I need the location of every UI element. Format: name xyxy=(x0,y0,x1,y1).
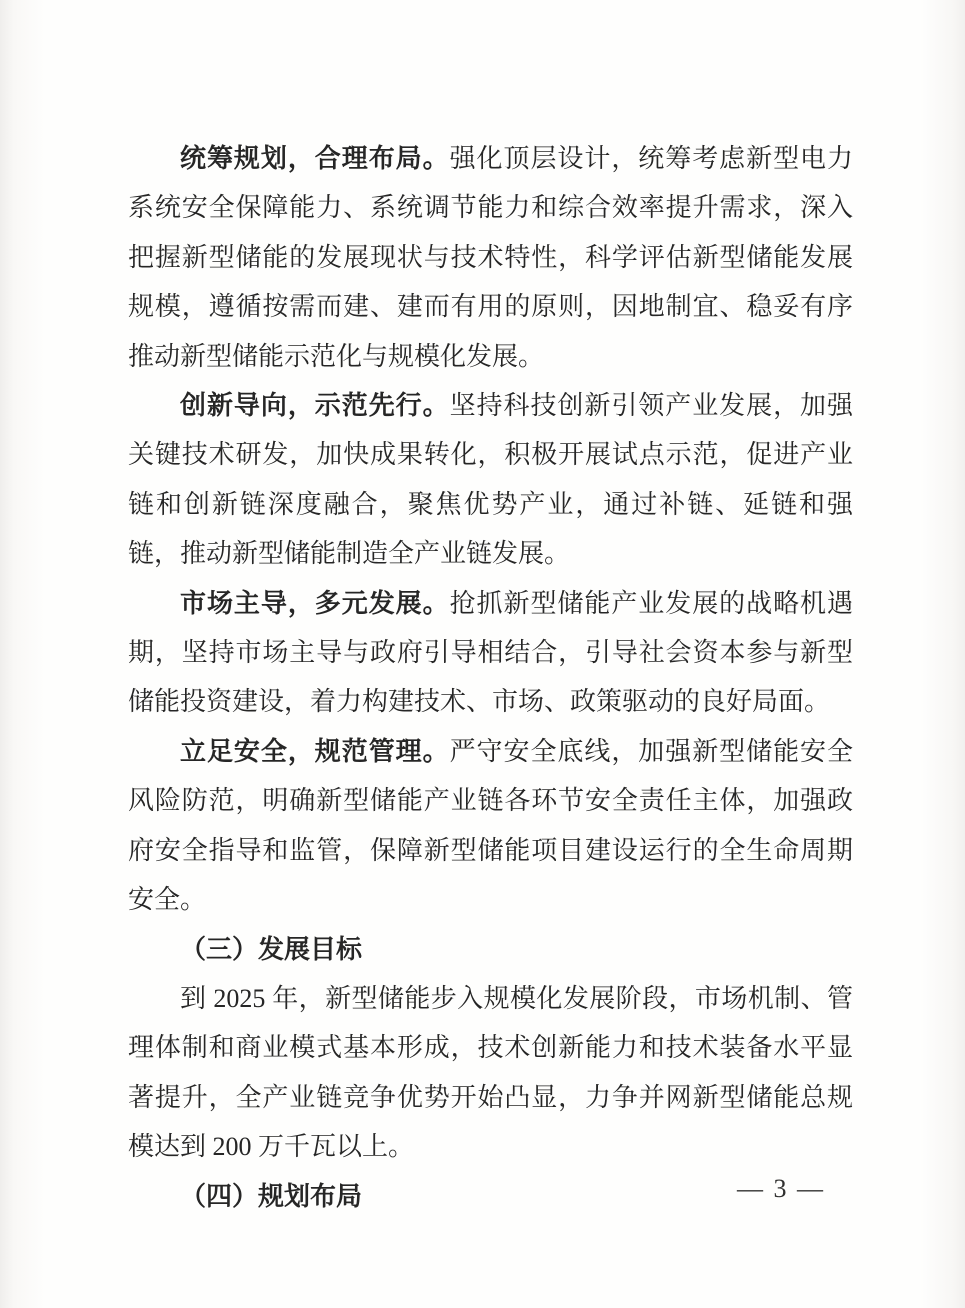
paragraph-lead: 创新导向，示范先行。 xyxy=(180,391,450,421)
paragraph-innovation-oriented xyxy=(128,381,853,579)
paragraph-text: 抢抓新型储能产业发展的战略机遇期，坚持市场主导与政府引导相结合，引导社会资本参与新型储能投资建设，着力构建技术、市场、政策驱动的良好局面。 xyxy=(128,588,853,717)
paragraph-safety-based xyxy=(128,727,853,925)
paragraph-text: 严守安全底线，加强新型储能安全风险防范，明确新型储能产业链各环节安全责任主体，加强政府安全指导和监管，保障新型储能项目建设运行的全生命周期安全。 xyxy=(128,736,853,915)
paragraph-lead: 市场主导，多元发展。 xyxy=(180,588,450,618)
paragraph-lead: 立足安全，规范管理。 xyxy=(180,736,450,766)
paragraph-market-led xyxy=(128,579,853,727)
page-number: — 3 — xyxy=(737,1174,825,1203)
paragraph-lead: 统筹规划，合理布局。 xyxy=(180,144,450,173)
document-body xyxy=(128,0,853,1221)
paragraph-overall-planning xyxy=(128,134,853,381)
section-heading-planning-layout: （四）规划布局 xyxy=(180,1181,363,1211)
paragraph-text: 到 2025 年，新型储能步入规模化发展阶段，市场机制、管理体制和商业模式基本形成，技术创新能力和技术装备水平显著提升，全产业链竞争优势开始凸显，力争并网新型储能总规模达到 200 万千瓦以上。 xyxy=(128,983,853,1162)
paragraph-2025-goals xyxy=(128,974,853,1172)
paragraph-text: 坚持科技创新引领产业发展，加强关键技术研发，加快成果转化，积极开展试点示范，促进产业链和创新链深度融合，聚焦优势产业，通过补链、延链和强链，推动新型储能制造全产业链发展。 xyxy=(128,391,853,569)
section-heading-development-goals: （三）发展目标 xyxy=(180,934,363,964)
paragraph-text: 强化顶层设计，统筹考虑新型电力系统安全保障能力、系统调节能力和综合效率提升需求，深入把握新型储能的发展现状与技术特性，科学评估新型储能发展规模，遵循按需而建、建而有用的原则，因地制宜、稳妥有序推动新型储能示范化与规模化发展。 xyxy=(128,144,853,371)
